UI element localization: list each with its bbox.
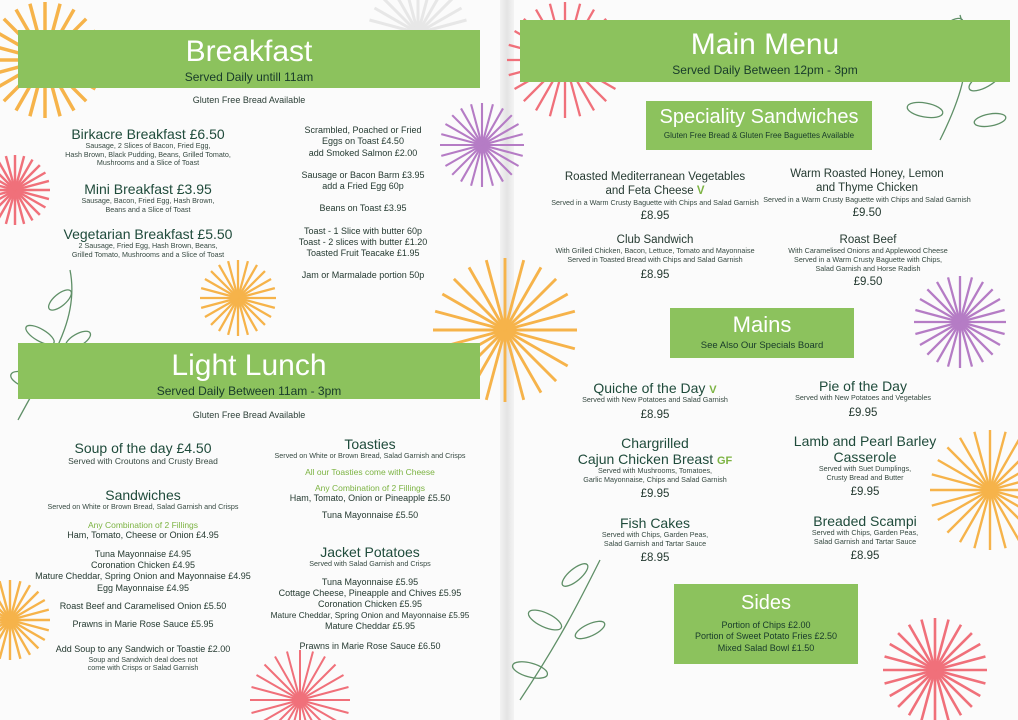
combo-note: Any Combination of 2 Fillings: [314, 482, 426, 493]
item-desc: Sausage, 2 Slices of Bacon, Fried Egg,: [85, 141, 211, 150]
toasties-note: All our Toasties come with Cheese: [305, 466, 435, 477]
item-name: Roast Beef: [839, 234, 897, 246]
item-desc: With Caramelised Onions and Applewood Cheese: [788, 246, 948, 256]
item-price: £9.95: [848, 406, 878, 419]
item-price: £9.50: [853, 276, 883, 289]
menu-note: come with Crisps or Salad Garnish: [87, 663, 199, 673]
menu-line: Tuna Mayonnaise £5.95: [321, 576, 419, 587]
menu-line: Ham, Tomato, Cheese or Onion £4.95: [67, 529, 219, 540]
item-price: £9.50: [852, 207, 882, 220]
item-price: £9.95: [640, 488, 670, 501]
extra-line: add Smoked Salmon £2.00: [308, 147, 418, 158]
gluten-free-badge: GF: [717, 455, 733, 467]
item-desc: Served in a Warm Crusty Baguette with Chips and Salad Garnish: [763, 194, 971, 204]
speciality-title: Speciality Sandwiches: [659, 106, 859, 128]
item-desc: Crusty Bread and Butter: [826, 472, 904, 482]
extra-line: Sausage or Bacon Barm £3.95: [301, 169, 425, 180]
menu-line: Roast Beef and Caramelised Onion £5.50: [59, 600, 227, 611]
menu-line: Prawns in Marie Rose Sauce £6.50: [299, 641, 441, 651]
menu-item: [555, 380, 755, 422]
item-name: Casserole: [833, 449, 897, 465]
item-price: £8.95: [640, 552, 670, 565]
speciality-subtitle: Gluten Free Bread & Gluten Free Baguettes Available: [663, 131, 855, 140]
item-name: Pie of the Day: [819, 378, 907, 394]
side-line: Mixed Salad Bowl £1.50: [717, 642, 815, 653]
menu-line: Ham, Tomato, Onion or Pineapple £5.50: [289, 492, 451, 503]
item-desc: With Grilled Chicken, Bacon, Lettuce, Tomato and Mayonnaise: [555, 246, 755, 256]
mains-title: Mains: [732, 312, 792, 337]
item-name: Mini Breakfast £3.95: [84, 181, 212, 197]
item-desc: Served in a Warm Crusty Baguette with Chips,: [794, 255, 942, 265]
breakfast-gluten-note: Gluten Free Bread Available: [192, 95, 306, 105]
sides-box: [674, 584, 858, 664]
extra-line: Scrambled, Poached or Fried: [304, 125, 422, 135]
item-price: £8.95: [640, 408, 670, 421]
section-name: Sandwiches: [105, 487, 181, 503]
item-price: £8.95: [640, 210, 670, 223]
item-desc: Grilled Tomato, Mushrooms and a Slice of Toast: [71, 249, 225, 259]
breakfast-title: Breakfast: [185, 35, 313, 68]
extra-line: Eggs on Toast £4.50: [322, 136, 404, 147]
menu-note: Soup and Sandwich deal does not: [88, 654, 198, 664]
item-price: £8.95: [640, 268, 670, 281]
menu-item: [560, 515, 750, 566]
sides-title: Sides: [740, 592, 792, 614]
menu-line: Add Soup to any Sandwich or Toastie £2.00: [55, 644, 231, 655]
menu-line: Mature Cheddar, Spring Onion and Mayonnaise £4.95: [35, 571, 251, 582]
speciality-banner: [646, 101, 872, 150]
extra-line: Toast - 1 Slice with butter 60p: [303, 225, 423, 236]
menu-item: [768, 378, 958, 420]
side-line: Portion of Sweet Potato Fries £2.50: [694, 631, 838, 642]
light-lunch-gluten-note: Gluten Free Bread Available: [192, 410, 306, 420]
mains-subtitle: See Also Our Specials Board: [700, 340, 824, 351]
item-desc: Served with Croutons and Crusty Bread: [68, 456, 218, 466]
item-name: Warm Roasted Honey, Lemon: [790, 168, 944, 180]
vegetarian-badge: V: [696, 185, 705, 198]
item-name: Quiche of the Day: [593, 380, 706, 396]
breakfast-item: [38, 126, 258, 168]
section-desc: Served on White or Brown Bread, Salad Garnish and Crisps: [47, 502, 239, 511]
soup-item: [28, 440, 258, 466]
item-desc: Served with Suet Dumplings,: [818, 464, 912, 473]
item-name: Cajun Chicken Breast: [577, 451, 714, 467]
item-name: Chargrilled: [621, 435, 689, 451]
menu-line: Mature Cheddar £5.95: [324, 620, 416, 631]
combo-note: Any Combination of 2 Fillings: [87, 519, 199, 530]
breakfast-banner: [18, 30, 480, 88]
section-name: Toasties: [344, 436, 396, 452]
menu-line: Cottage Cheese, Pineapple and Chives £5.95: [278, 587, 462, 598]
main-menu-banner: [520, 20, 1010, 82]
sandwiches-section: [20, 487, 266, 673]
menu-item: [770, 513, 960, 564]
menu-line: Egg Mayonnaise £4.95: [96, 582, 190, 593]
jacket-potatoes-section: [256, 544, 484, 652]
item-desc: Served in Toasted Bread with Chips and Salad Garnish: [567, 255, 743, 265]
item-price: £9.95: [850, 486, 880, 499]
item-desc: Mushrooms and a Slice of Toast: [96, 158, 200, 168]
item-desc: Salad Garnish and Horse Radish: [815, 263, 921, 273]
item-desc: Served in a Warm Crusty Baguette with Chips and Salad Garnish: [551, 197, 759, 207]
item-price: £8.95: [850, 550, 880, 563]
main-menu-subtitle: Served Daily Between 12pm - 3pm: [672, 63, 858, 77]
menu-item: [550, 435, 760, 502]
light-lunch-subtitle: Served Daily Between 11am - 3pm: [156, 384, 342, 398]
item-name: Soup of the day £4.50: [74, 440, 212, 456]
menu-line: Prawns in Marie Rose Sauce £5.95: [72, 619, 214, 630]
breakfast-item: [38, 181, 258, 214]
item-desc: Garlic Mayonnaise, Chips and Salad Garnish: [583, 474, 727, 484]
menu-line: Coronation Chicken £5.95: [317, 599, 423, 610]
item-desc: Served with Chips, Garden Peas,: [601, 530, 709, 539]
item-name: Roasted Mediterranean Vegetables: [564, 171, 746, 183]
page-fold: [500, 0, 514, 720]
menu-line: Coronation Chicken £4.95: [90, 560, 196, 571]
item-desc: Salad Garnish and Tartar Sauce: [813, 536, 917, 546]
breakfast-extras: [268, 125, 458, 282]
item-desc: Served with New Potatoes and Vegetables: [795, 393, 931, 402]
item-desc: 2 Sausage, Fried Egg, Hash Brown, Beans,: [78, 241, 218, 250]
menu-item: [540, 170, 770, 224]
item-desc: Served with Chips, Garden Peas,: [811, 528, 919, 537]
menu-item: [768, 233, 968, 290]
item-desc: Served with Mushrooms, Tomatoes,: [597, 466, 713, 475]
breakfast-subtitle: Served Daily untill 11am: [184, 70, 314, 84]
item-name: and Feta Cheese: [605, 185, 694, 198]
main-menu-title: Main Menu: [690, 28, 840, 61]
section-name: Jacket Potatoes: [320, 544, 420, 560]
item-name: and Thyme Chicken: [815, 182, 919, 195]
item-name: Breaded Scampi: [813, 513, 917, 529]
menu-line: Tuna Mayonnaise £5.50: [321, 509, 419, 520]
light-lunch-banner: [18, 343, 480, 399]
item-desc: Sausage, Bacon, Fried Egg, Hash Brown,: [81, 196, 215, 205]
mains-banner: [670, 308, 854, 358]
menu-item: [762, 167, 972, 221]
section-desc: Served on White or Brown Bread, Salad Garnish and Crisps: [274, 451, 466, 460]
extra-line: Jam or Marmalade portion 50p: [301, 270, 425, 281]
extra-line: Beans on Toast £3.95: [319, 203, 407, 214]
breakfast-item: [38, 226, 258, 259]
menu-line: Tuna Mayonnaise £4.95: [94, 548, 192, 559]
menu-item: [545, 233, 765, 282]
item-desc: Salad Garnish and Tartar Sauce: [603, 538, 707, 548]
menu-item: [770, 433, 960, 500]
extra-line: add a Fried Egg 60p: [322, 181, 404, 191]
item-name: Birkacre Breakfast £6.50: [71, 126, 225, 142]
menu-line: Mature Cheddar, Spring Onion and Mayonnaise £5.95: [270, 610, 470, 621]
side-line: Portion of Chips £2.00: [721, 620, 811, 630]
light-lunch-title: Light Lunch: [171, 349, 327, 382]
extra-line: Toasted Fruit Teacake £1.95: [306, 248, 420, 258]
item-desc: Served with New Potatoes and Salad Garnish: [582, 395, 728, 404]
toasties-section: [258, 436, 482, 521]
item-name: Lamb and Pearl Barley: [793, 433, 937, 449]
item-name: Club Sandwich: [616, 234, 694, 246]
extra-line: Toast - 2 slices with butter £1.20: [298, 236, 428, 247]
item-name: Vegetarian Breakfast £5.50: [63, 226, 233, 242]
item-name: Fish Cakes: [619, 515, 691, 531]
item-desc: Hash Brown, Black Pudding, Beans, Grilled Tomato,: [65, 149, 231, 159]
vegetarian-badge: V: [709, 384, 717, 396]
item-desc: Beans and a Slice of Toast: [105, 204, 191, 214]
section-desc: Served with Salad Garnish and Crisps: [309, 559, 431, 568]
